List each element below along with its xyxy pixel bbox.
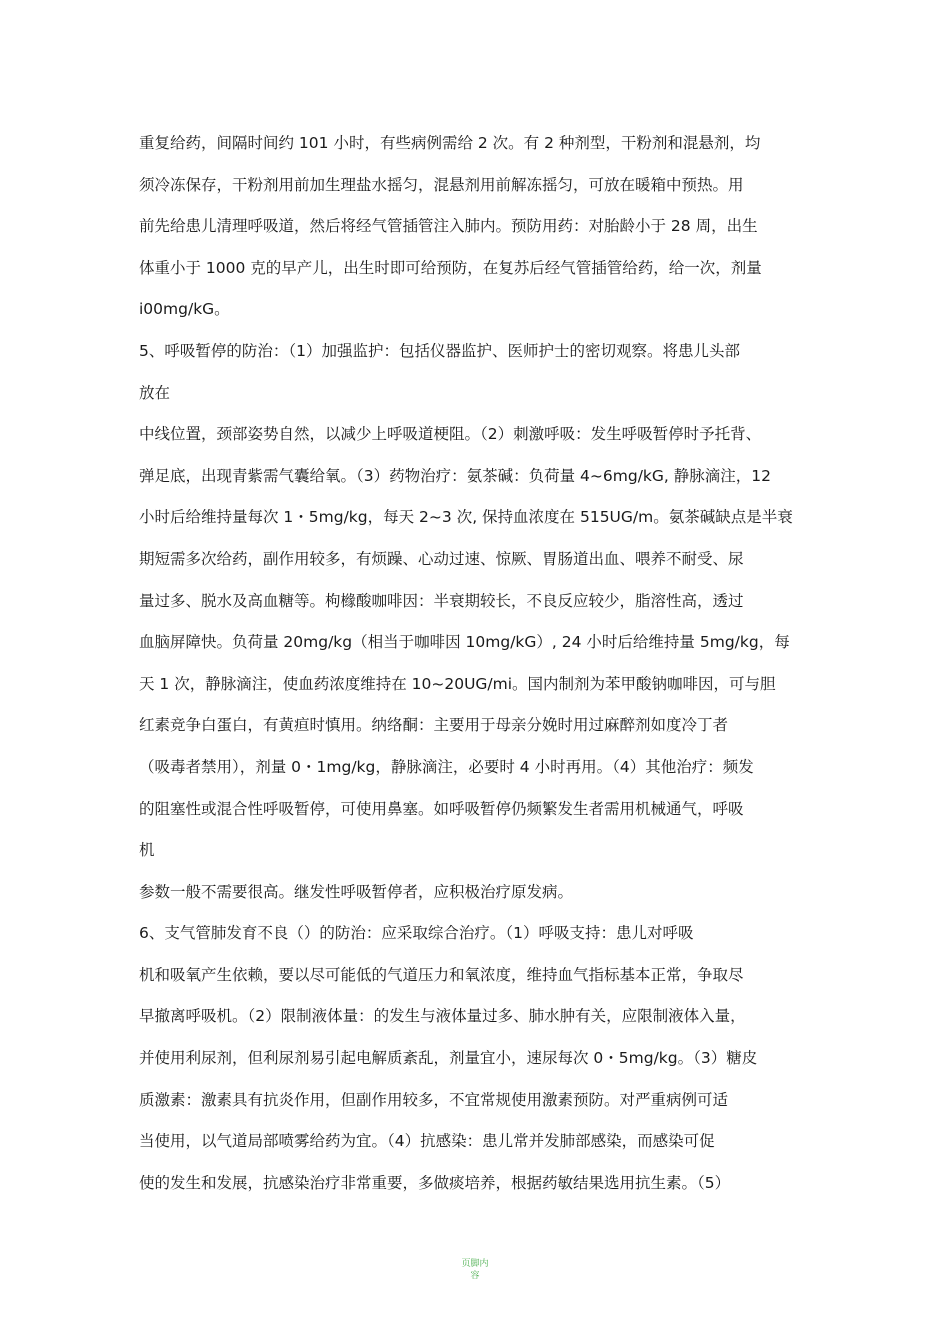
text-line: 5、呼吸暂停的防治：（1）加强监护：包括仪器监护、医师护士的密切观察。将患儿头部 [139, 341, 740, 360]
text-line: 小时后给维持量每次 1・5mg/kg，每天 2~3 次, 保持血浓度在 515UG/m。氨茶碱缺点是半衰 [139, 508, 793, 527]
text-line: 质激素：激素具有抗炎作用，但副作用较多，不宜常规使用激素预防。对严重病例可适 [139, 1090, 729, 1109]
text-line: 须冷冻保存，干粉剂用前加生理盐水摇匀，混悬剂用前解冻摇匀，可放在暖箱中预热。用 [139, 175, 744, 194]
text-line: i00mg/kG。 [139, 300, 230, 319]
text-line: 血脑屏障快。负荷量 20mg/kg（相当于咖啡因 10mg/kG）, 24 小时后给维持量 5mg/kg，每 [139, 633, 790, 652]
text-line: 中线位置，颈部姿势自然，以减少上呼吸道梗阻。（2）刺激呼吸：发生呼吸暂停时予托背、 [139, 425, 762, 444]
document-body [139, 123, 839, 1204]
text-line: 弹足底，出现青紫需气囊给氧。（3）药物治疗：氨茶碱：负荷量 4~6mg/kG, 静脉滴注，12 [139, 466, 771, 485]
text-line: （吸毒者禁用），剂量 0・1mg/kg，静脉滴注，必要时 4 小时再用。（4）其他治疗：频发 [139, 757, 754, 776]
text-line: 体重小于 1000 克的早产儿，出生时即可给预防，在复苏后经气管插管给药，给一次，剂量 [139, 258, 762, 277]
text-line: 当使用，以气道局部喷雾给药为宜。（4）抗感染：患儿常并发肺部感染，而感染可促 [139, 1132, 715, 1151]
text-line: 早撤离呼吸机。（2）限制液体量：的发生与液体量过多、肺水肿有关，应限制液体入量， [139, 1007, 746, 1026]
text-line: 放在 [139, 383, 171, 402]
text-line: 重复给药，间隔时间约 101 小时，有些病例需给 2 次。有 2 种剂型，干粉剂和混悬剂，均 [139, 134, 761, 152]
text-line: 机 [139, 841, 155, 860]
footer-text-line-1: 页脚内 [461, 1259, 489, 1269]
page-footer [0, 1258, 950, 1282]
text-line: 天 1 次，静脉滴注，使血药浓度维持在 10~20UG/mi。国内制剂为苯甲酸钠咖啡因，可与胆 [139, 674, 776, 693]
text-line: 的阻塞性或混合性呼吸暂停，可使用鼻塞。如呼吸暂停仍频繁发生者需用机械通气，呼吸 [139, 799, 744, 818]
text-line: 前先给患儿清理呼吸道，然后将经气管插管注入肺内。预防用药：对胎龄小于 28 周，出生 [139, 217, 758, 236]
text-line: 6、支气管肺发育不良（）的防治：应采取综合治疗。（1）呼吸支持：患儿对呼吸 [139, 924, 694, 943]
text-line: 并使用利尿剂，但利尿剂易引起电解质紊乱，剂量宜小，速尿每次 0・5mg/kg。（3）糖皮 [139, 1049, 758, 1068]
text-line: 机和吸氧产生依赖，要以尽可能低的气道压力和氧浓度，维持血气指标基本正常，争取尽 [139, 965, 744, 984]
text-line: 红素竞争白蛋白，有黄疸时慎用。纳络酮：主要用于母亲分娩时用过麻醉剂如度冷丁者 [139, 716, 729, 735]
text-line: 使的发生和发展，抗感染治疗非常重要，多做痰培养，根据药敏结果选用抗生素。（5） [139, 1173, 731, 1192]
text-line: 参数一般不需要很高。继发性呼吸暂停者，应积极治疗原发病。 [139, 882, 574, 901]
footer-text-line-2: 容 [470, 1271, 480, 1281]
text-line: 量过多、脱水及高血糖等。枸橼酸咖啡因：半衰期较长，不良反应较少，脂溶性高，透过 [139, 591, 744, 610]
text-line: 期短需多次给药，副作用较多，有烦躁、心动过速、惊厥、胃肠道出血、喂养不耐受、尿 [139, 549, 744, 568]
